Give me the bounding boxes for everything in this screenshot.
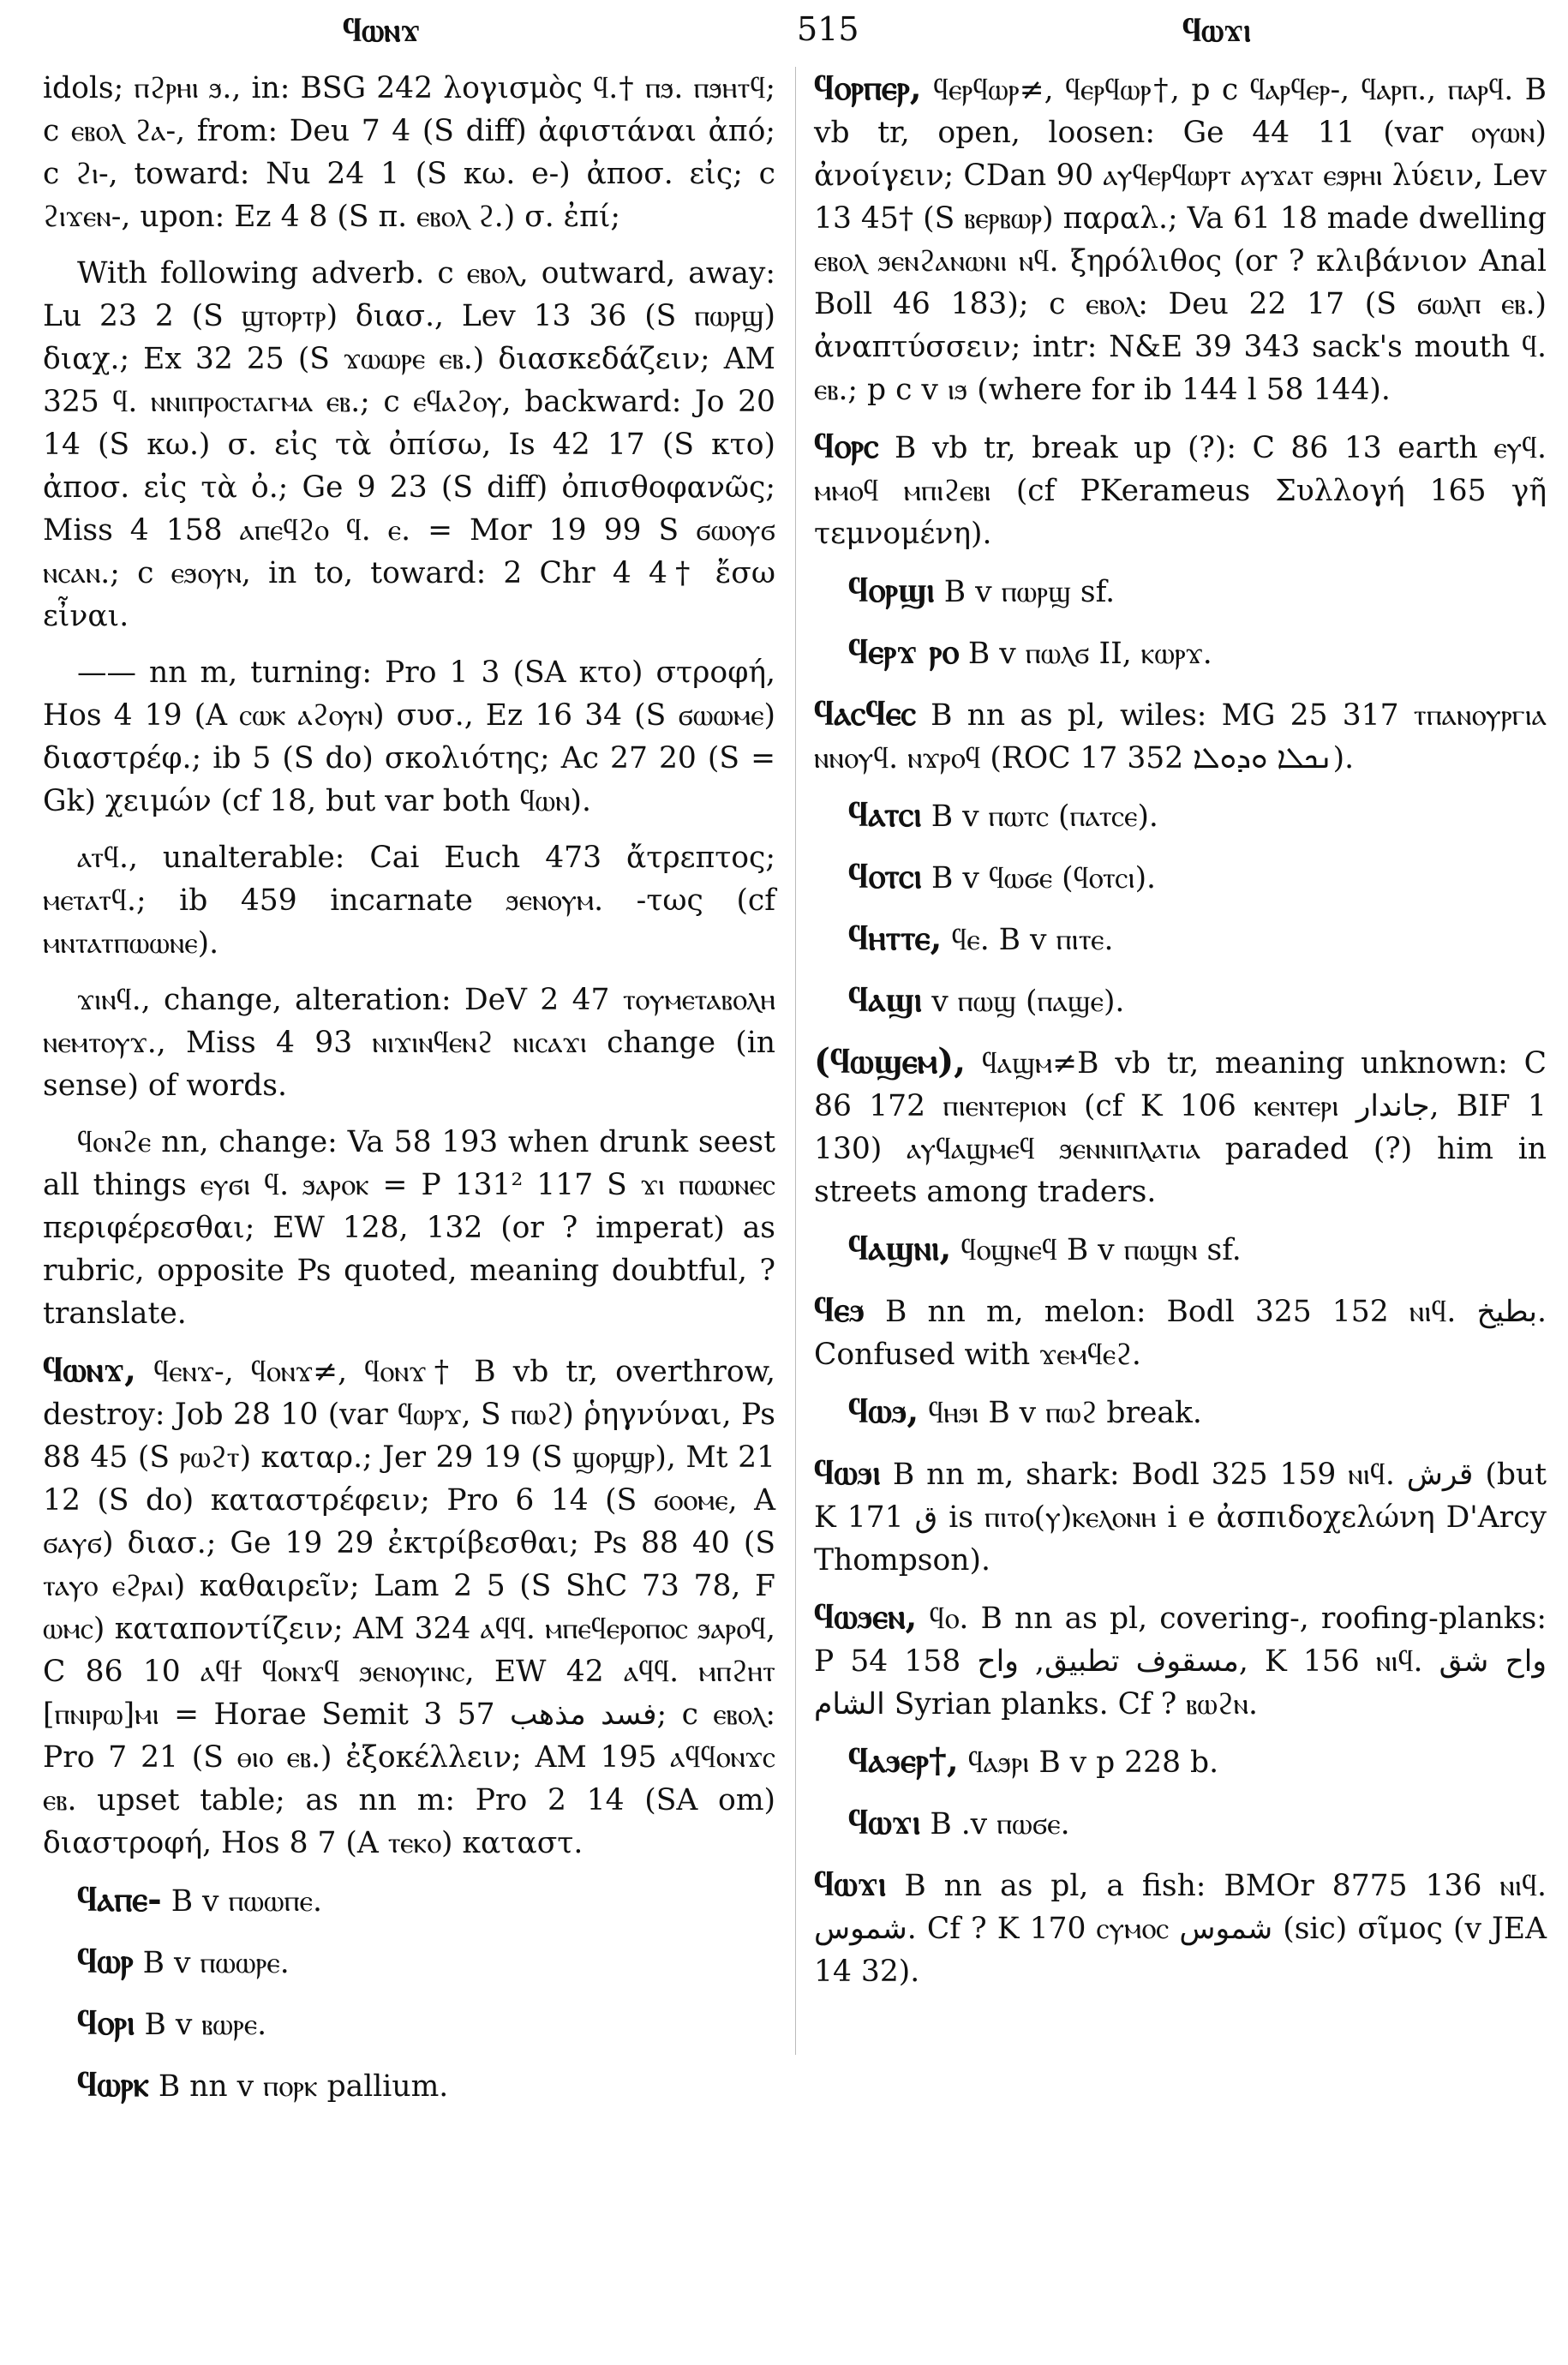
entry-body: v ⲡⲱϣ (ⲡⲁϣⲉ). <box>922 985 1125 1019</box>
headword: ϥⲁⲡⲉ- <box>77 1879 162 1919</box>
headword: ϥⲱϫⲓ <box>814 1864 887 1904</box>
entry-foshem <box>814 1040 1547 1213</box>
headword: ϥⲁⲥϥⲉⲥ <box>814 693 916 733</box>
headword: ϥⲉϧ <box>814 1290 865 1330</box>
left-running-head: ϥⲱⲛϫ <box>343 10 421 49</box>
entry-body: ϥⲁϣⲙ≠B vb tr, meaning unknown: C 86 172 ⲡⲓⲉⲛⲧⲉⲣⲓⲟⲛ (cf K 106 ⲕⲉⲛⲧⲉⲣⲓ جاندار, BIF 1 130) ⲁⲩϥⲁϣⲙⲉϥ ϧⲉⲛⲛⲓⲡⲗⲁⲧⲓⲁ paraded (?) him in streets among traders. <box>814 1046 1547 1209</box>
headword: ϥⲁⲧⲥⲓ <box>848 794 922 835</box>
entry-body: B nn as pl, a fish: BMOr 8775 136 ⲛⲓϥ. شموس. Cf ? K 170 ⲥⲩⲙⲟⲥ شموس (sic) σῖμος (v JEA 14 32). <box>814 1869 1547 1989</box>
short-entry <box>77 1940 775 1985</box>
short-entry <box>848 1227 1547 1272</box>
entry-body: B v ⲡⲱⲧⲥ (ⲡⲁⲧⲥⲉ). <box>921 799 1158 834</box>
entry-fokhi <box>814 1452 1547 1582</box>
headword: (ϥⲱϣⲉⲙ), <box>814 1041 967 1081</box>
page-number: 515 <box>797 10 859 48</box>
entry-body: B .v ⲡⲱϭⲉ. <box>920 1807 1070 1841</box>
entry-body: B nn as pl, wiles: MG 25 317 ⲧⲡⲁⲛⲟⲩⲣⲅⲓⲁ ⲛⲛⲟⲩϥ. ⲛϫⲣⲟϥ (ROC 17 352 ܢܟܠܐ ܘܕܘܠܐ). <box>814 698 1547 775</box>
entry-fekh <box>814 1289 1547 1376</box>
entry-body: ϥⲁϧⲣⲓ B v p 228 b. <box>958 1745 1219 1780</box>
headword: ϥⲟⲣⲡⲉⲣ, <box>814 68 922 108</box>
short-entry <box>848 1801 1547 1846</box>
headword: ϥⲱϧⲉⲛ, <box>814 1596 918 1637</box>
entry-body: ϥⲉ. B v ⲡⲓⲧⲉ. <box>942 923 1114 957</box>
entry-fonj <box>43 1349 775 1865</box>
short-entry <box>77 2002 775 2046</box>
entry-body: B nn m, melon: Bodl 325 152 ⲛⲓϥ. بطيخ. Confused with ϫⲉⲙϥⲉϩ. <box>814 1295 1547 1372</box>
headword: ϥⲱⲛϫ, <box>43 1350 137 1390</box>
entry-noun-turning: —— nn m, turning: Pro 1 3 (SA κτο) στροφή, Hos 4 19 (A ⲥⲱⲕ ⲁϩⲟⲩⲛ) συσ., Ez 16 34 (S ϭⲱⲱⲙⲉ) διαστρέφ.; ib 5 (S do) σκολιότης; Ac 27 20 (S = Gk) χειμών (cf 18, but var both ϥⲱⲛ). <box>43 656 775 818</box>
entry-body: B nn v ⲡⲟⲣⲕ pallium. <box>148 2069 449 2104</box>
right-column <box>814 67 1547 2007</box>
entry-fonhe: ϥⲟⲛϩⲉ nn, change: Va 58 193 when drunk seest all things ⲉⲩϭⲓ ϥ. ϧⲁⲣⲟⲕ = P 131² 117 S ϫⲓ ⲡⲱⲱⲛⲉⲥ περιφέρεσθαι; EW 128, 132 (or ? imperat) as rubric, opposite Ps quoted, meaning doubtful, ? translate. <box>43 1125 775 1331</box>
short-entry <box>77 1878 775 1923</box>
entry-body: B v ⲡⲱⲣϣ sf. <box>934 575 1116 609</box>
entry-fokhen <box>814 1596 1547 1726</box>
entry-body: B v ⲡⲱⲱⲣⲉ. <box>133 1946 290 1980</box>
headword: ϥⲟⲣⲥ <box>814 426 879 466</box>
short-entry <box>848 917 1547 961</box>
headword: ϥⲁϣⲛⲓ, <box>848 1228 952 1268</box>
headword: ϥⲟⲣⲓ <box>77 2003 135 2043</box>
entry-unalterable: ⲁⲧϥ., unalterable: Cai Euch 473 ἄτρεπτος; ⲙⲉⲧⲁⲧϥ.; ib 459 incarnate ϧⲉⲛⲟⲩⲙ. -τως (cf ⲙⲛⲧⲁⲧⲡⲱⲱⲛⲉ). <box>43 841 775 961</box>
entry-adverb: With following adverb. c ⲉⲃⲟⲗ, outward, away: Lu 23 2 (S ϣⲧⲟⲣⲧⲣ) διασ., Lev 13 36 (S ⲡⲱⲣϣ) διαχ.; Ex 32 25 (S ϫⲱⲱⲣⲉ ⲉⲃ.) διασκεδάζειν; AM 325 ϥ. ⲛⲛⲓⲡⲣⲟⲥⲧⲁⲅⲙⲁ ⲉⲃ.; c ⲉϥⲁϩⲟⲩ, backward: Jo 20 14 (S κω.) σ. εἰς τὰ ὀπίσω, Is 42 17 (S κτο) ἀποσ. εἰς τὰ ὀ.; Ge 9 23 (S diff) ὀπισθοφανῶς; Miss 4 158 ⲁⲡⲉϥϩⲟ ϥ. ⲉ. = Mor 19 99 S ϭⲱⲟⲩϭ ⲛⲥⲁⲛ.; c ⲉϧⲟⲩⲛ, in to, toward: 2 Chr 4 4† ἔσω εἶναι. <box>43 256 775 633</box>
entry-body: B v ϥⲱϭⲉ (ϥⲟⲧⲥⲓ). <box>922 861 1157 895</box>
headword: ϥⲟⲣϣⲓ <box>848 570 935 610</box>
entry-body: ϥⲉⲛϫ-, ϥⲟⲛϫ≠, ϥⲟⲛϫ† B vb tr, overthrow, destroy: Job 28 10 (var ϥⲱⲣϫ, S ⲡⲱϩ) ῥηγνύναι, Ps 88 45 (S ⲣⲱϩⲧ) καταρ.; Jer 29 19 (S ϣⲟⲣϣⲣ), Mt 21 12 (S do) καταστρέφειν; Pro 6 14 (S ϭⲟⲟⲙⲉ, A ϭⲁⲩϭ) διασ.; Ge 19 29 ἐκτρίβεσθαι; Ps 88 40 (S ⲧⲁⲩⲟ ⲉϩⲣⲁⲓ) καθαιρεῖν; Lam 2 5 (S ShC 73 78, F ⲱⲙⲥ) καταποντίζειν; AM 324 ⲁϥϥ. ⲙⲡⲉϥⲉⲣⲟⲡⲟⲥ ϧⲁⲣⲟϥ, C 86 10 ⲁϥϯ ϥⲟⲛϫϥ ϧⲉⲛⲟⲩⲓⲛⲥ, EW 42 ⲁϥϥ. ⲙⲡϩⲏⲧ [ⲡⲛⲓⲣⲱ]ⲙⲓ = Horae Semit 3 57 فسد مذهب; c ⲉⲃⲟⲗ: Pro 7 21 (S ⲑⲓⲟ ⲉⲃ.) ἐξοκέλλειν; AM 195 ⲁϥϥⲟⲛϫⲥ ⲉⲃ. upset table; as nn m: Pro 2 14 (SA om) διαστροφή, Hos 8 7 (A ⲧⲉⲕⲟ) καταστ. <box>43 1355 775 1860</box>
left-column <box>43 67 775 2125</box>
entry-body: ϥⲟ. B nn as pl, covering-, roofing-planks: P 54 158 مسقوف تطبيق, واح, K 156 ⲛⲓϥ. واح شق الشام Syrian planks. Cf ? ⲃⲱϩⲛ. <box>814 1602 1547 1721</box>
short-entry <box>848 1739 1547 1784</box>
entry-continuation: idols; ⲡϩⲣⲏⲓ ϧ., in: BSG 242 λογισμὸς ϥ.† ⲡϧ. ⲡϧⲏⲧϥ; c ⲉⲃⲟⲗ ϩⲁ-, from: Deu 7 4 (S diff) ἀφιστάναι ἀπό; c ϩⲓ-, toward: Nu 24 1 (S κω. e-) ἀποσ. εἰς; c ϩⲓϫⲉⲛ-, upon: Ez 4 8 (S π. ⲉⲃⲟⲗ ϩ.) σ. ἐπί; <box>43 71 775 234</box>
entry-fors <box>814 425 1547 555</box>
right-running-head: ϥⲱϫⲓ <box>1182 10 1252 49</box>
entry-forper <box>814 67 1547 411</box>
entry-body: B vb tr, break up (?): C 86 13 earth ⲉⲩϥ. ⲙⲙⲟϥ ⲙⲡⲓϩⲉⲃⲓ (cf PKerameus Συλλογή 165 γῆ τεμνομένη). <box>814 431 1547 551</box>
entry-fojhi-fish <box>814 1863 1547 1993</box>
entry-body: B v ⲡⲱⲗϭ II, ⲕⲱⲣϫ. <box>958 637 1212 671</box>
headword: ϥⲱϧ, <box>848 1391 919 1431</box>
short-entry <box>848 793 1547 838</box>
entry-body: ϥⲏϧⲓ B v ⲡⲱϩ break. <box>919 1396 1202 1430</box>
short-entry <box>848 569 1547 614</box>
entry-body: B nn m, shark: Bodl 325 159 ⲛⲓϥ. قرش (but K 171 ق is ⲡⲓⲧⲟ(ⲩ)ⲕⲉⲗⲟⲛⲏ i e ἀσπιδοχελώνη D'Arcy Thompson). <box>814 1458 1547 1578</box>
entry-change: ϫⲓⲛϥ., change, alteration: DeV 2 47 ⲧⲟⲩⲙⲉⲧⲁⲃⲟⲗⲏ ⲛⲉⲙⲧⲟⲩϫ., Miss 4 93 ⲛⲓϫⲓⲛϥⲉⲛϩ ⲛⲓⲥⲁϫⲓ change (in sense) of words. <box>43 983 775 1103</box>
headword: ϥⲱⲣⲕ <box>77 2064 149 2105</box>
headword: ϥⲟⲧⲥⲓ <box>848 856 923 896</box>
short-entry <box>848 979 1547 1023</box>
headword: ϥⲱϫⲓ <box>848 1802 921 1842</box>
headword: ϥⲉⲣϫ ⲣⲟ <box>848 632 959 672</box>
entry-body: B v ⲡⲱⲱⲡⲉ. <box>161 1884 322 1919</box>
short-entry <box>848 631 1547 675</box>
short-entry <box>848 1390 1547 1434</box>
column-divider <box>795 67 796 2055</box>
entry-body: ϥⲉⲣϥⲱⲣ≠, ϥⲉⲣϥⲱⲣ†, p c ϥⲁⲣϥⲉⲣ-, ϥⲁⲣⲡ., ⲡⲁⲣϥ. B vb tr, open, loosen: Ge 44 11 (var ⲟⲩⲱⲛ) ἀνοίγειν; CDan 90 ⲁⲩϥⲉⲣϥⲱⲣⲧ ⲁⲩϫⲁⲧ ⲉϧⲣⲏⲓ λύειν, Lev 13 45† (S ⲃⲉⲣⲃⲱⲣ) παραλ.; Va 61 18 made dwelling ⲉⲃⲟⲗ ϧⲉⲛϩⲁⲛⲱⲛⲓ ⲛϥ. ξηρόλιθος (or ? κλιβάνιον Anal Boll 46 183); c ⲉⲃⲟⲗ: Deu 22 17 (S ϭⲱⲗⲡ ⲉⲃ.) ἀναπτύσσειν; intr: N&E 39 343 sack's mouth ϥ. ⲉⲃ.; p c v ⲓϧ (where for ib 144 l 58 144). <box>814 73 1547 407</box>
headword: ϥⲱϧⲓ <box>814 1452 881 1493</box>
headword: ϥⲏⲧⲧⲉ, <box>848 918 943 958</box>
headword: ϥⲱⲣ <box>77 1941 134 1981</box>
running-head <box>43 10 1551 62</box>
headword: ϥⲁϣⲓ <box>848 979 923 1020</box>
short-entry <box>77 2063 775 2108</box>
entry-body: B v ⲃⲱⲣⲉ. <box>135 2008 267 2042</box>
short-entry <box>848 855 1547 900</box>
headword: ϥⲁϧⲉⲣ†, <box>848 1740 959 1781</box>
entry-body: ϥⲟϣⲛⲉϥ B v ⲡⲱϣⲛ sf. <box>951 1233 1242 1267</box>
entry-fasfes <box>814 692 1547 780</box>
